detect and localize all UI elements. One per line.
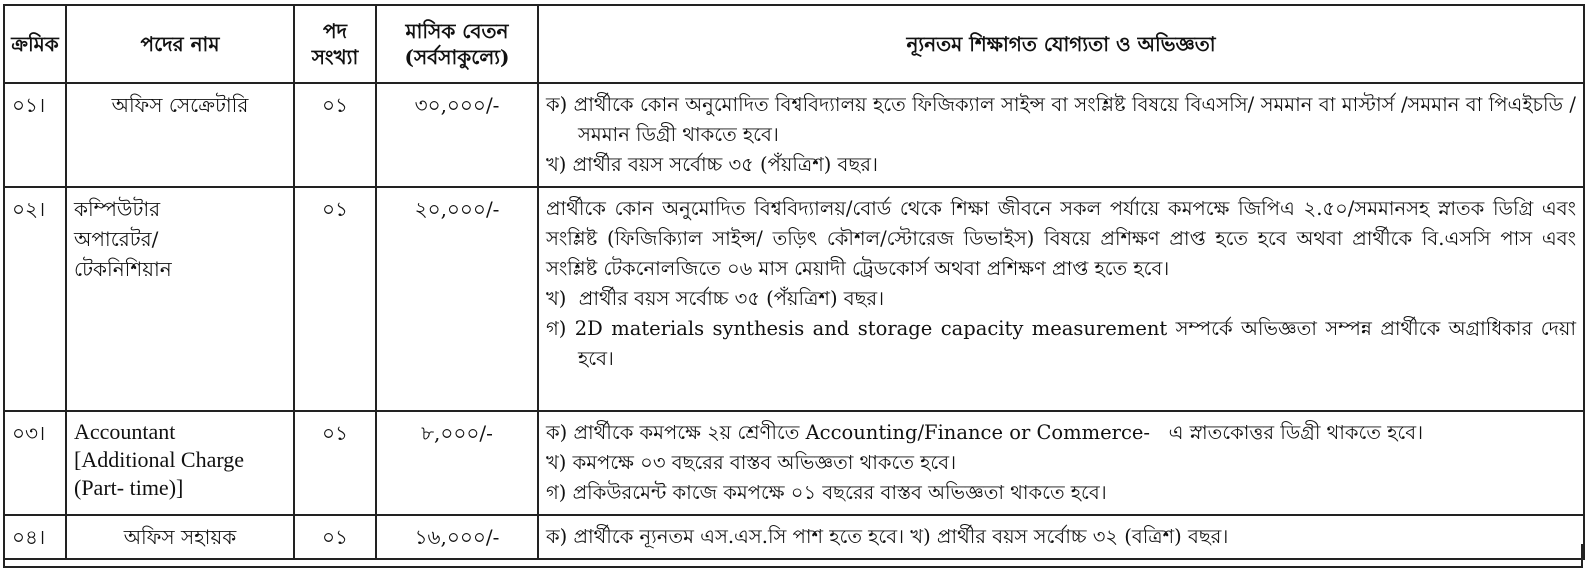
post-text: অফিস সেক্রেটারি	[111, 93, 249, 117]
salary-text: ১৬,০০০/-	[414, 525, 500, 549]
post-text: অফিস সহায়ক	[123, 525, 237, 549]
header-serial: ক্রমিক	[4, 5, 66, 83]
count-text: ০১	[322, 421, 348, 445]
qualification-item: প্রার্থীকে কোন অনুমোদিত বিশ্ববিদ্যালয়/বোর্ড থেকে শিক্ষা জীবনে সকল পর্যায়ে কমপক্ষে জিপিএ ২.৫০/সমমানসহ স্নাতক ডিগ্রি এবং সংশ্লিষ্ট (ফিজিক্যিাল সাইন্স/ তড়িৎ কৌশল/স্টোরেজ ডিভাইস) বিষয়ে প্রশিক্ষণ প্রাপ্ত হতে হবে অথবা প্রার্থীকে বি.এসসি পাস এবং সংশ্লিষ্ট টেকনোলজিতে ০৬ মাস মেয়াদী ট্রেডকোর্স অথবা প্রশিক্ষণ প্রাপ্ত হতে হবে।	[546, 197, 1583, 280]
count-cell	[294, 187, 376, 411]
post-cell	[66, 411, 294, 515]
header-qualification: ন্যূনতম শিক্ষাগত যোগ্যতা ও অভিজ্ঞতা	[538, 5, 1584, 83]
serial-text: ০৪।	[12, 525, 46, 549]
serial-text: ০১।	[12, 93, 46, 117]
table-row	[4, 83, 1584, 187]
serial-text: ০২।	[12, 197, 46, 221]
count-text: ০১	[322, 93, 348, 117]
header-salary	[376, 5, 538, 83]
header-salary-text: মাসিক বেতন (সর্বসাকুল্যে)	[404, 19, 510, 69]
qualification-item: খ) প্রার্থীর বয়স সর্বোচ্চ ৩৫ (পঁয়ত্রিশ) বছর।	[546, 153, 878, 176]
salary-text: ৩০,০০০/-	[414, 93, 500, 117]
qualification-item: খ) প্রার্থীর বয়স সর্বোচ্চ ৩৫ (পঁয়ত্রিশ) বছর।	[546, 287, 885, 310]
qualification-item: গ) 2D materials synthesis and storage capacity measurement সম্পর্কে অভিজ্ঞতা সম্পন্ন প্রার্থীকে অগ্রাধিকার দেয়া হবে।	[546, 317, 1583, 370]
table-row	[4, 411, 1584, 515]
qualification-item: ক) প্রার্থীকে ন্যূনতম এস.এস.সি পাশ হতে হবে। খ) প্রার্থীর বয়স সর্বোচ্চ ৩২ (বত্রিশ) বছর।	[546, 525, 1229, 548]
post-cell	[66, 187, 294, 411]
salary-cell	[376, 411, 538, 515]
qualification-cell	[538, 83, 1584, 187]
count-cell	[294, 83, 376, 187]
salary-cell	[376, 187, 538, 411]
post-cell	[66, 83, 294, 187]
post-text: কম্পিউটার অপারেটর/ টেকনিশিয়ান	[74, 197, 172, 281]
serial-text: ০৩।	[12, 421, 46, 445]
post-text: Accountant [Additional Charge (Part- time)]	[74, 419, 245, 500]
salary-text: ৮,০০০/-	[421, 421, 493, 445]
serial-cell	[4, 187, 66, 411]
header-post-count-text: পদ সংখ্যা	[311, 19, 359, 69]
qualification-cell	[538, 411, 1584, 515]
salary-cell	[376, 83, 538, 187]
qualification-item: ক) প্রার্থীকে কমপক্ষে ২য় শ্রেণীতে Accounting/Finance or Commerce- এ স্নাতকোত্তর ডিগ্রী থাকতে হবে।	[546, 421, 1424, 444]
count-text: ০১	[322, 197, 348, 221]
serial-cell	[4, 411, 66, 515]
qualification-item: ক) প্রার্থীকে কোন অনুমোদিত বিশ্ববিদ্যালয় হতে ফিজিক্যাল সাইন্স বা সংশ্লিষ্ট বিষয়ে বিএসসি/ সমমান বা মাস্টার্স /সমমান বা পিএইচডি /সমমান ডিগ্রী থাকতে হবে।	[546, 93, 1576, 146]
table-row	[4, 187, 1584, 411]
header-row	[4, 5, 1584, 83]
count-text: ০১	[322, 525, 348, 549]
qualification-item: গ) প্রকিউরমেন্ট কাজে কমপক্ষে ০১ বছরের বাস্তব অভিজ্ঞতা থাকতে হবে।	[546, 481, 1107, 504]
serial-cell	[4, 83, 66, 187]
qualification-cell	[538, 187, 1584, 411]
salary-text: ২০,০০০/-	[414, 197, 500, 221]
qualification-item: খ) কমপক্ষে ০৩ বছরের বাস্তব অভিজ্ঞতা থাকতে হবে।	[546, 451, 957, 474]
table-footer-strip	[3, 544, 1583, 568]
header-post-name: পদের নাম	[66, 5, 294, 83]
count-cell	[294, 411, 376, 515]
job-vacancy-table	[3, 4, 1585, 560]
header-post-count	[294, 5, 376, 83]
